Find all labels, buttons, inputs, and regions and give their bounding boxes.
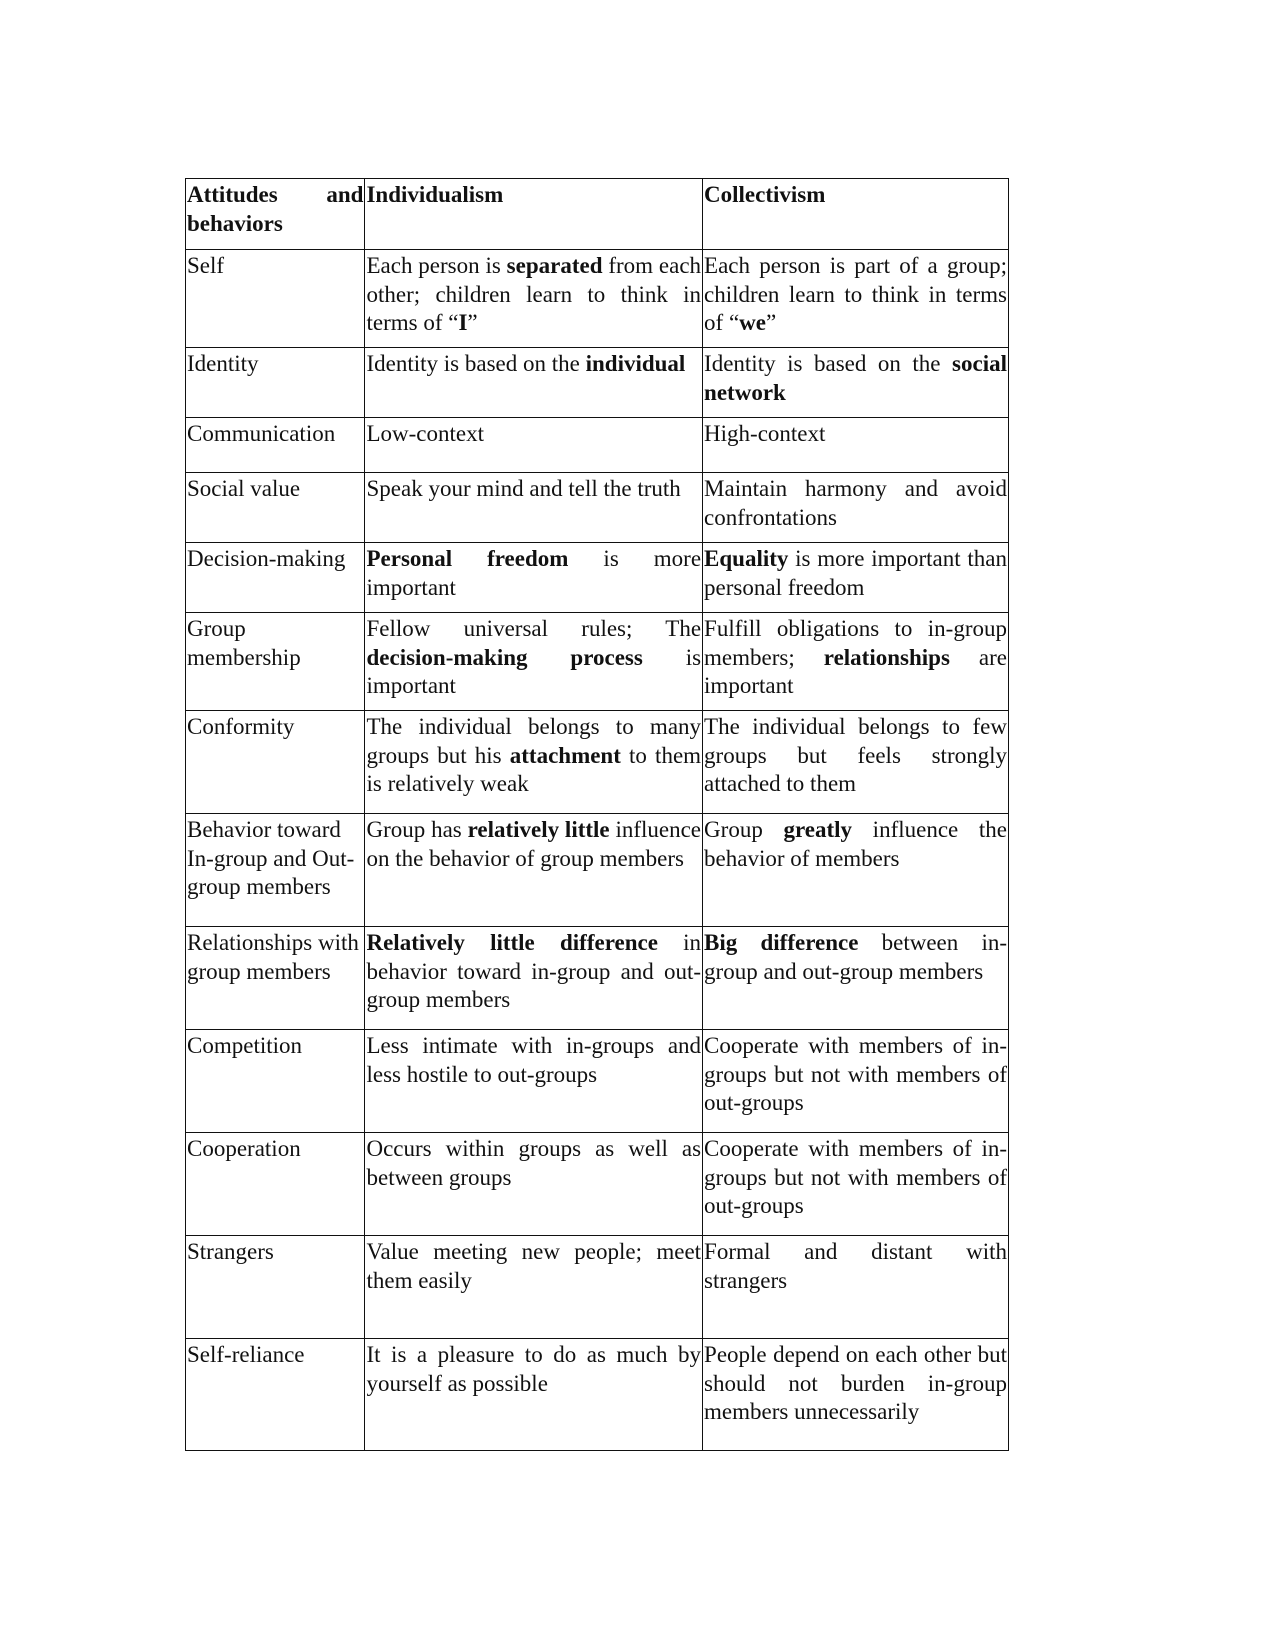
table-row xyxy=(186,1236,1009,1339)
attribute-cell: Identity xyxy=(186,348,365,418)
individualism-cell xyxy=(365,348,703,418)
collectivism-cell xyxy=(703,814,1009,927)
collectivism-cell xyxy=(703,348,1009,418)
cell-text: ” xyxy=(766,310,777,335)
header-individualism: Individualism xyxy=(365,179,703,250)
cell-text: from each other; children learn to think in terms of “ xyxy=(366,253,702,335)
cell-text: Less intimate with in-groups and less hostile to out-groups xyxy=(366,1033,702,1087)
emphasized-text: attachment xyxy=(509,742,621,768)
cell-text: is more important than personal freedom xyxy=(704,546,1007,600)
individualism-cell xyxy=(365,473,703,543)
cell-text: Each person is part of a group; children learn to think in terms of “ xyxy=(704,253,1007,335)
table-row xyxy=(186,1030,1009,1133)
emphasized-text: Equality xyxy=(704,546,789,571)
cell-text: Cooperate with members of in-groups but not with members of out-groups xyxy=(704,1136,1007,1218)
emphasized-text: greatly xyxy=(783,817,853,842)
header-attitudes: Attitudes and behaviors xyxy=(186,179,365,250)
cell-text: Cooperate with members of in-groups but not with members of out-groups xyxy=(704,1033,1007,1115)
cell-text: are important xyxy=(704,644,1007,698)
cell-text: Group has xyxy=(366,817,468,842)
emphasized-text: Big difference xyxy=(704,930,859,955)
attribute-cell: Social value xyxy=(186,473,365,543)
cell-text: Identity is based on the xyxy=(366,351,586,376)
cell-text: Fellow universal rules; The xyxy=(366,616,702,641)
cell-text: Each person is xyxy=(366,253,507,278)
individualism-cell xyxy=(365,927,703,1030)
collectivism-cell xyxy=(703,250,1009,348)
emphasized-text: we xyxy=(739,310,766,335)
cell-text: Formal and distant with strangers xyxy=(704,1239,1007,1293)
attribute-cell: Conformity xyxy=(186,711,365,814)
individualism-cell xyxy=(365,814,703,927)
cell-text: The individual belongs to few groups but feels strongly attached to them xyxy=(704,714,1007,796)
cell-text: Fulfill obligations to in-group members; xyxy=(704,616,1007,670)
cell-text: is more important xyxy=(366,546,702,600)
emphasized-text: decision-making process xyxy=(366,644,643,670)
attribute-cell: Self xyxy=(186,250,365,348)
collectivism-cell xyxy=(703,543,1009,613)
cell-text: Value meeting new people; meet them easily xyxy=(366,1239,702,1293)
individualism-cell xyxy=(365,543,703,613)
cell-text: ” xyxy=(467,310,478,335)
individualism-cell xyxy=(365,1339,703,1451)
individualism-cell xyxy=(365,250,703,348)
collectivism-cell xyxy=(703,418,1009,473)
collectivism-cell xyxy=(703,473,1009,543)
table-header-row xyxy=(186,179,1009,250)
emphasized-text: relatively little xyxy=(467,817,610,842)
cell-text: in behavior toward in-group and out-group members xyxy=(366,930,702,1012)
cell-text: is important xyxy=(366,644,702,698)
table-row xyxy=(186,1339,1009,1451)
collectivism-cell xyxy=(703,711,1009,814)
cell-text: Group xyxy=(704,817,784,842)
table-row xyxy=(186,418,1009,473)
cell-text: The individual belongs to many groups but his xyxy=(366,714,702,768)
table-row xyxy=(186,1133,1009,1236)
individualism-cell xyxy=(365,613,703,711)
table-row xyxy=(186,613,1009,711)
individualism-cell xyxy=(365,1236,703,1339)
cell-text: between in-group and out-group members xyxy=(704,930,1007,984)
attribute-cell: Relationships with group members xyxy=(186,927,365,1030)
collectivism-cell xyxy=(703,1236,1009,1339)
individualism-cell xyxy=(365,1133,703,1236)
emphasized-text: social network xyxy=(704,351,1007,405)
individualism-cell xyxy=(365,418,703,473)
emphasized-text: I xyxy=(458,310,468,335)
attribute-cell: Decision-making xyxy=(186,543,365,613)
emphasized-text: Relatively little difference xyxy=(366,930,658,955)
collectivism-cell xyxy=(703,613,1009,711)
cell-text: to them is relatively weak xyxy=(366,742,702,796)
emphasized-text: Personal freedom xyxy=(366,546,569,571)
table-row xyxy=(186,348,1009,418)
collectivism-cell xyxy=(703,1133,1009,1236)
cell-text: It is a pleasure to do as much by yourself as possible xyxy=(366,1342,702,1396)
table-row xyxy=(186,814,1009,927)
emphasized-text: individual xyxy=(585,351,686,376)
cell-text: influence on the behavior of group members xyxy=(366,817,702,871)
comparison-table xyxy=(185,178,1009,1451)
collectivism-cell xyxy=(703,1339,1009,1451)
cell-text: Maintain harmony and avoid confrontations xyxy=(704,476,1007,530)
cell-text: Occurs within groups as well as between groups xyxy=(366,1136,702,1190)
cell-text: Low-context xyxy=(366,421,484,446)
cell-text: High-context xyxy=(704,421,826,446)
emphasized-text: relationships xyxy=(823,644,950,670)
table-row xyxy=(186,927,1009,1030)
cell-text: Speak your mind and tell the truth xyxy=(366,476,681,501)
collectivism-cell xyxy=(703,1030,1009,1133)
attribute-cell: Self-reliance xyxy=(186,1339,365,1451)
individualism-cell xyxy=(365,711,703,814)
individualism-cell xyxy=(365,1030,703,1133)
table-body xyxy=(186,179,1009,1451)
attribute-cell: Communication xyxy=(186,418,365,473)
table-row xyxy=(186,250,1009,348)
cell-text: Identity is based on the xyxy=(704,351,953,376)
table-row xyxy=(186,543,1009,613)
table-row xyxy=(186,473,1009,543)
attribute-cell: Cooperation xyxy=(186,1133,365,1236)
cell-text: People depend on each other but should not burden in-group members unnecessarily xyxy=(704,1342,1007,1424)
attribute-cell: Behavior toward In-group and Out-group members xyxy=(186,814,365,927)
cell-text: influence the behavior of members xyxy=(704,817,1007,871)
attribute-cell: Group membership xyxy=(186,613,365,711)
attribute-cell: Competition xyxy=(186,1030,365,1133)
table-row xyxy=(186,711,1009,814)
attribute-cell: Strangers xyxy=(186,1236,365,1339)
collectivism-cell xyxy=(703,927,1009,1030)
emphasized-text: separated xyxy=(506,253,603,278)
header-collectivism: Collectivism xyxy=(703,179,1009,250)
